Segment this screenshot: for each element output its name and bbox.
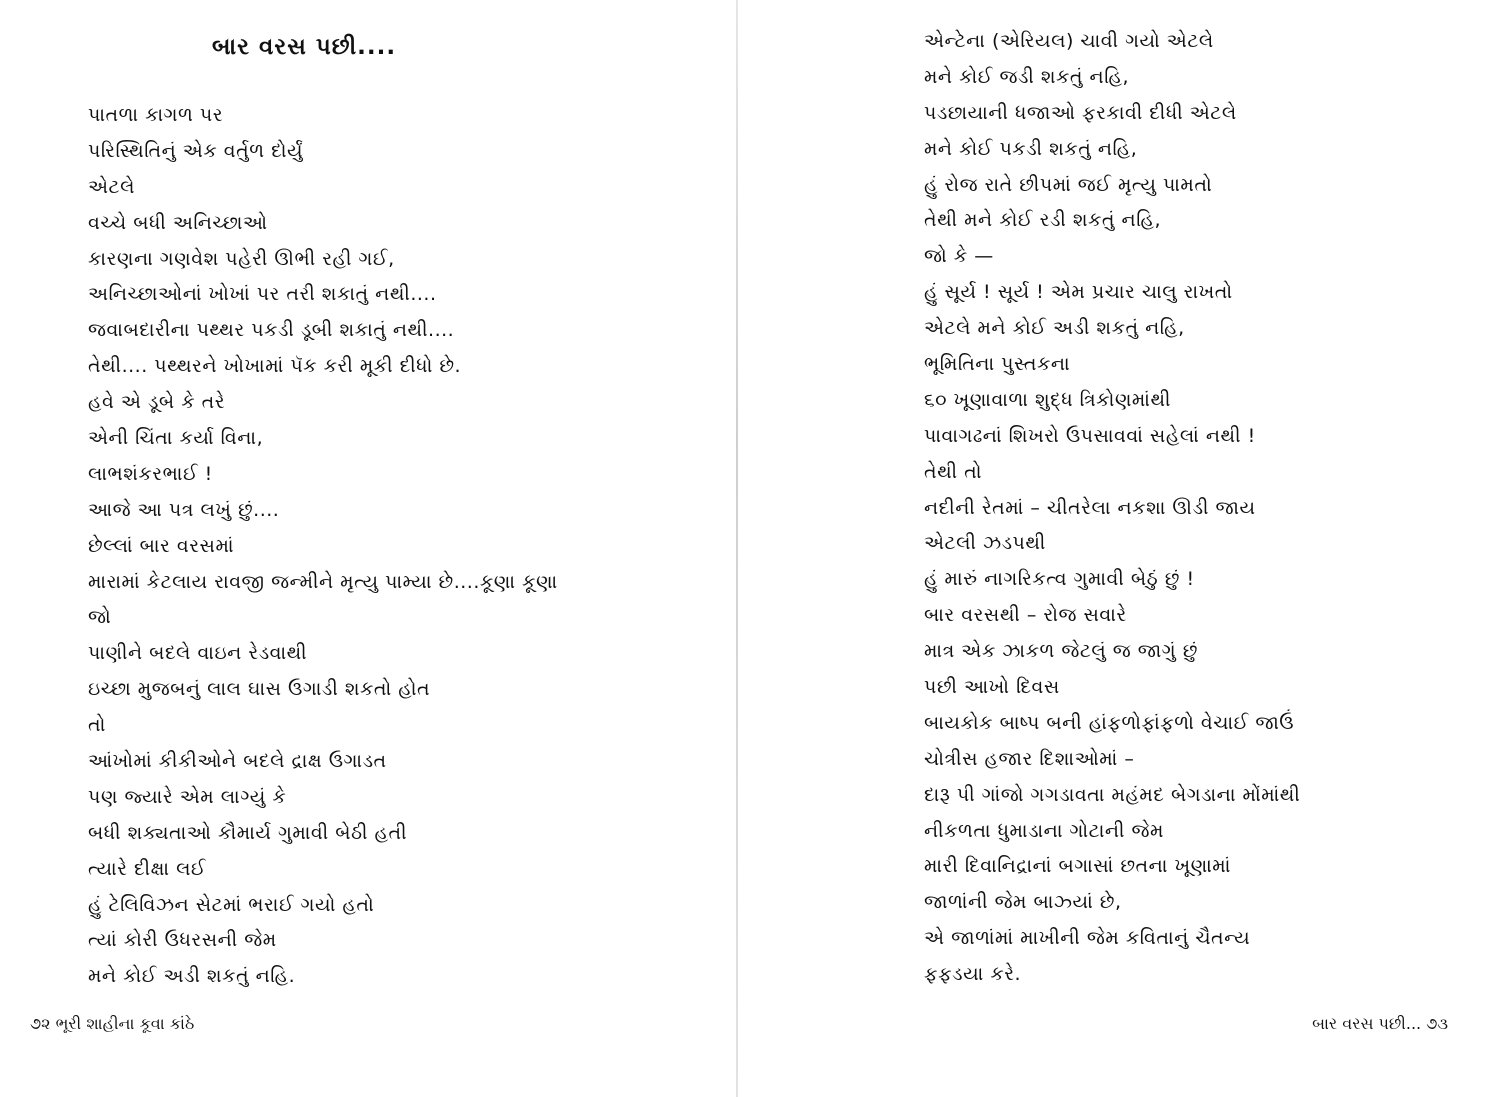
poem-line: પાણીને બદલે વાઇન રેડવાથી bbox=[88, 642, 308, 665]
poem-line: પાવાગઢનાં શિખરો ઉપસાવવાં સહેલાં નથી ! bbox=[924, 424, 1256, 447]
poem-line: ફફડયા કરે. bbox=[924, 963, 1022, 986]
poem-line: ત્યારે દીક્ષા લઈ bbox=[88, 857, 207, 880]
poem-line: મને કોઈ પકડી શકતું નહિ, bbox=[924, 137, 1138, 160]
poem-line: ઇચ્છા મુજબનું લાલ ઘાસ ઉગાડી શકતો હોત bbox=[88, 678, 431, 701]
poem-line: મારામાં કેટલાય રાવજી જન્મીને મૃત્યુ પામ્યા છે....કૂણા કૂણા bbox=[88, 570, 558, 593]
poem-line: બાર વરસથી – રોજ સવારે bbox=[924, 604, 1127, 627]
poem-line: ચોત્રીસ હજાર દિશાઓમાં – bbox=[924, 747, 1135, 770]
poem-line: ૬૦ ખૂણાવાળા શુદ્ધ ત્રિકોણમાંથી bbox=[924, 388, 1171, 411]
poem-line: તેથી તો bbox=[924, 460, 982, 483]
poem-line: હું ટેલિવિઝન સેટમાં ભરાઈ ગયો હતો bbox=[88, 893, 375, 916]
poem-line: પાતળા કાગળ પર bbox=[88, 104, 224, 126]
left-page bbox=[0, 0, 736, 1097]
poem-line: માત્ર એક ઝાકળ જેટલું જ જાગું છું bbox=[924, 640, 1198, 663]
left-page-folio: ૭૨ ભૂરી શાહીના કૂવા કાંઠે bbox=[30, 1014, 195, 1033]
poem-line: પરિસ્થિતિનું એક વર્તુળ દોર્યું bbox=[88, 139, 304, 162]
poem-line: આંખોમાં કીકીઓને બદલે દ્રાક્ષ ઉગાડત bbox=[88, 750, 387, 773]
poem-line: હું સૂર્ય ! સૂર્ય ! એમ પ્રચાર ચાલુ રાખતો bbox=[924, 281, 1233, 304]
poem-line: તેથી.... પથ્થરને ખોખામાં પૅક કરી મૂકી દીધો છે. bbox=[88, 355, 462, 378]
poem-line: ત્યાં કોરી ઉધરસની જેમ bbox=[88, 929, 277, 952]
poem-line: ભૂમિતિના પુસ્તકના bbox=[924, 353, 1071, 376]
poem-line: એટલે મને કોઈ અડી શકતું નહિ, bbox=[924, 317, 1185, 340]
poem-line: નીકળતા ધુમાડાના ગોટાની જેમ bbox=[924, 819, 1164, 842]
poem-line: અનિચ્છાઓનાં ખોખાં પર તરી શકાતું નથી.... bbox=[88, 283, 437, 306]
poem-line: હું મારું નાગરિકત્વ ગુમાવી બેઠું છું ! bbox=[924, 568, 1195, 591]
poem-line: બધી શક્યતાઓ કૌમાર્ય ગુમાવી બેઠી હતી bbox=[88, 821, 408, 844]
poem-line: લાભશંકરભાઈ ! bbox=[88, 462, 213, 485]
poem-title: બાર વરસ પછી.... bbox=[212, 34, 397, 60]
poem-line: કારણના ગણવેશ પહેરી ઊભી રહી ગઈ, bbox=[88, 247, 395, 270]
poem-line: હું રોજ રાતે છીપમાં જઈ મૃત્યુ પામતો bbox=[924, 173, 1213, 196]
poem-line: નદીની રેતમાં – ચીતરેલા નકશા ઊડી જાય bbox=[924, 496, 1256, 519]
poem-line: જો કે — bbox=[924, 245, 994, 268]
page-gutter bbox=[736, 0, 738, 1097]
poem-line: પડછાયાની ધજાઓ ફરકાવી દીધી એટલે bbox=[924, 101, 1237, 124]
right-page bbox=[740, 0, 1500, 1097]
poem-line: બાયકોક બાષ્પ બની હાંફળોફાંફળો વેચાઈ જાઉં bbox=[924, 711, 1295, 734]
poem-line: દારૂ પી ગાંજો ગગડાવતા મહંમદ બેગડાના મોંમાંથી bbox=[924, 783, 1301, 806]
poem-line: એ જાળાંમાં માખીની જેમ કવિતાનું ચૈતન્ય bbox=[924, 927, 1251, 950]
poem-line: પછી આખો દિવસ bbox=[924, 676, 1060, 699]
poem-line: તેથી મને કોઈ રડી શકતું નહિ, bbox=[924, 209, 1162, 232]
poem-line: જવાબદારીના પથ્થર પકડી ડૂબી શકાતું નથી.... bbox=[88, 319, 455, 342]
poem-line: વચ્ચે બધી અનિચ્છાઓ bbox=[88, 211, 268, 234]
poem-line: હવે એ ડૂબે કે તરે bbox=[88, 391, 226, 414]
poem-line: એટલી ઝડપથી bbox=[924, 532, 1046, 555]
left-poem-body bbox=[88, 98, 558, 995]
poem-line: મારી દિવાનિદ્રાનાં બગાસાં છતના ખૂણામાં bbox=[924, 855, 1231, 878]
poem-line: તો bbox=[88, 714, 106, 737]
poem-line: પણ જ્યારે એમ લાગ્યું કે bbox=[88, 785, 287, 808]
poem-line: એન્ટેના (એરિયલ) ચાવી ગયો એટલે bbox=[924, 30, 1214, 52]
poem-line: જાળાંની જેમ બાઝ્યાં છે, bbox=[924, 891, 1122, 914]
poem-line: મને કોઈ અડી શકતું નહિ. bbox=[88, 965, 296, 988]
poem-line: જો bbox=[88, 606, 112, 629]
poem-line: આજે આ પત્ર લખું છું.... bbox=[88, 498, 280, 521]
poem-line: એટલે bbox=[88, 175, 135, 198]
right-poem-body bbox=[924, 24, 1300, 993]
poem-line: છેલ્લાં બાર વરસમાં bbox=[88, 534, 235, 557]
right-page-folio: બાર વરસ પછી... ૭૩ bbox=[1312, 1014, 1448, 1033]
poem-line: મને કોઈ જડી શકતું નહિ, bbox=[924, 65, 1130, 88]
poem-line: એની ચિંતા કર્યા વિના, bbox=[88, 427, 264, 450]
